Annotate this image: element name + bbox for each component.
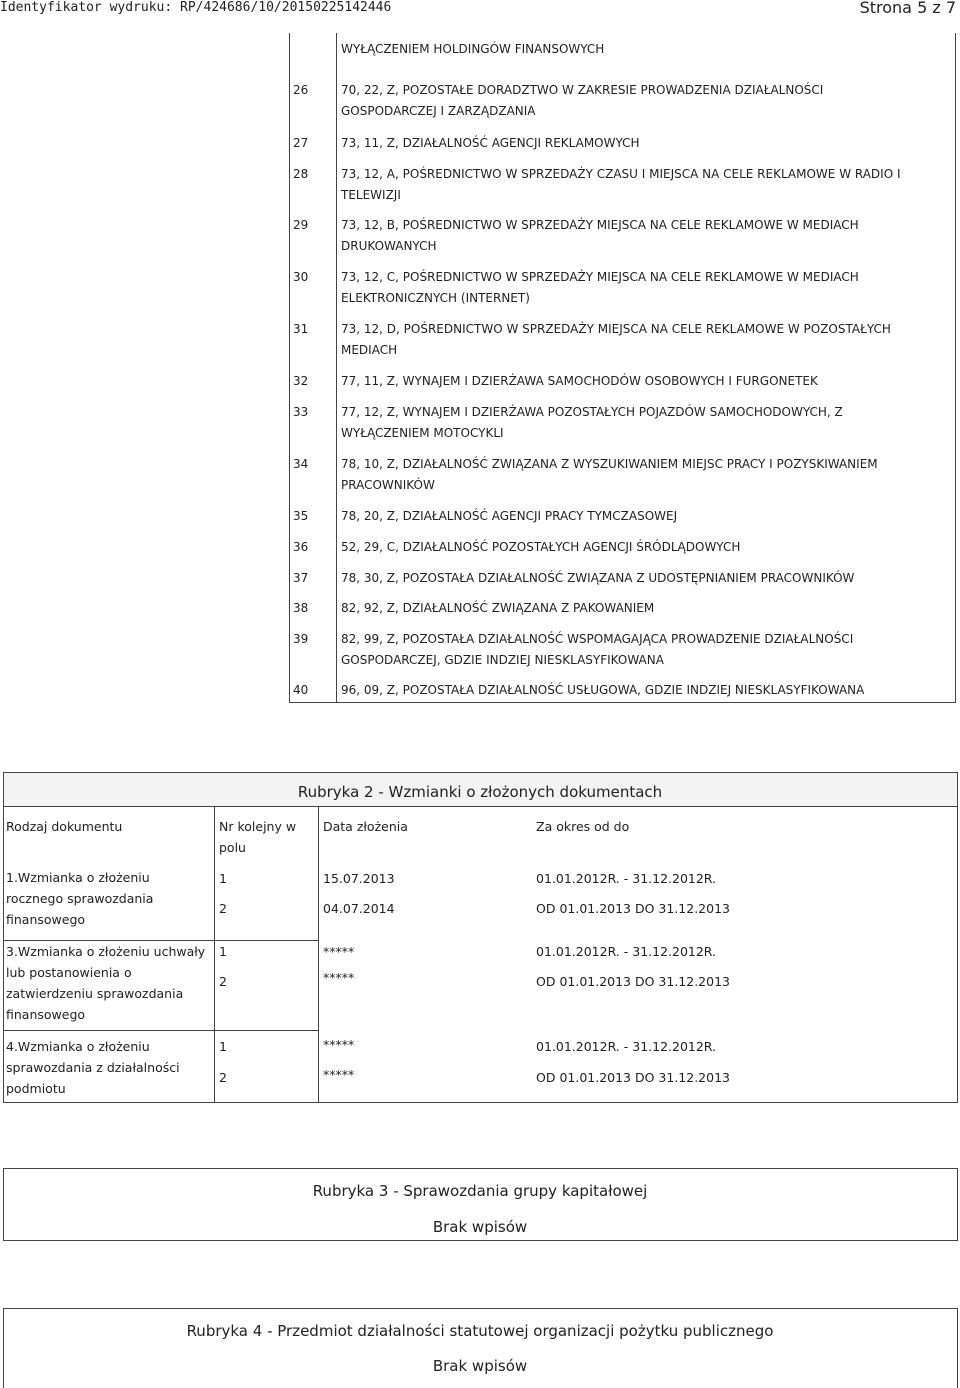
activity-text: [341, 537, 947, 558]
seq-number: 1: [219, 871, 227, 886]
row-number: 36: [293, 540, 309, 554]
document-type-line: lub postanowienia o: [6, 965, 132, 980]
document-type-line: podmiotu: [6, 1081, 66, 1096]
activity-text: [341, 680, 947, 701]
divider: [3, 806, 958, 807]
rubryka-4-value: Brak wpisów: [432, 1357, 528, 1375]
activity-text: [341, 133, 947, 154]
row-number: 33: [293, 405, 309, 419]
activity-line: GOSPODARCZEJ I ZARZĄDZANIA: [341, 104, 536, 118]
row-number: 39: [293, 632, 309, 646]
period: OD 01.01.2013 DO 31.12.2013: [536, 1070, 730, 1085]
document-type-line: rocznego sprawozdania: [6, 891, 154, 906]
activity-text: [341, 164, 947, 206]
activities-table: [289, 33, 956, 703]
col-header-period: Za okres od do: [536, 819, 630, 834]
activity-text: [341, 629, 947, 671]
column-divider: [336, 33, 337, 703]
row-number: 26: [293, 83, 309, 97]
divider: [214, 806, 215, 1103]
filing-date: *****: [323, 944, 355, 959]
row-number: 28: [293, 167, 309, 181]
activity-text: [341, 215, 947, 257]
document-type-line: 1.Wzmianka o złożeniu: [6, 870, 150, 885]
activity-line: 78, 30, Z, POZOSTAŁA DZIAŁALNOŚĆ ZWIĄZANA Z UDOSTĘPNIANIEM PRACOWNIKÓW: [341, 571, 855, 585]
page-number: Strona 5 z 7: [859, 0, 956, 17]
period: 01.01.2012R. - 31.12.2012R.: [536, 871, 717, 886]
activity-line: 70, 22, Z, POZOSTAŁE DORADZTWO W ZAKRESIE PROWADZENIA DZIAŁALNOŚCI: [341, 83, 824, 97]
document-type: [6, 941, 205, 1025]
row-number: 31: [293, 322, 309, 336]
filing-date: *****: [323, 970, 355, 985]
col-header-seq-line: polu: [219, 840, 246, 855]
activity-line: TELEWIZJI: [341, 188, 401, 202]
activity-text: [341, 402, 947, 444]
activity-line: GOSPODARCZEJ, GDZIE INDZIEJ NIESKLASYFIKOWANA: [341, 653, 664, 667]
filing-date: 15.07.2013: [323, 871, 395, 886]
row-number: 37: [293, 571, 309, 585]
col-header-date: Data złożenia: [323, 819, 408, 834]
row-number: 27: [293, 136, 309, 150]
activity-text: [341, 506, 947, 527]
row-number: 35: [293, 509, 309, 523]
activity-line: WYŁĄCZENIEM MOTOCYKLI: [341, 426, 504, 440]
filing-date: *****: [323, 1067, 355, 1082]
activity-line: DRUKOWANYCH: [341, 239, 437, 253]
rubryka-4-box: [3, 1308, 958, 1388]
document-type-line: finansowego: [6, 912, 86, 927]
rubryka-2-title: Rubryka 2 - Wzmianki o złożonych dokumentach: [297, 783, 663, 801]
col-header-seq-line: Nr kolejny w: [219, 819, 297, 834]
rubryka-3-title: Rubryka 3 - Sprawozdania grupy kapitałowej: [312, 1182, 648, 1200]
activity-text: [341, 454, 947, 496]
row-number: 29: [293, 218, 309, 232]
row-number: 34: [293, 457, 309, 471]
document-type-line: finansowego: [6, 1007, 86, 1022]
period: OD 01.01.2013 DO 31.12.2013: [536, 974, 730, 989]
activity-line: WYŁĄCZENIEM HOLDINGÓW FINANSOWYCH: [341, 42, 605, 56]
activity-text: [341, 39, 947, 60]
seq-number: 1: [219, 944, 227, 959]
col-header-seq: [219, 816, 296, 858]
activity-line: MEDIACH: [341, 343, 398, 357]
seq-number: 2: [219, 1070, 227, 1085]
divider: [318, 806, 319, 1103]
activity-line: 73, 11, Z, DZIAŁALNOŚĆ AGENCJI REKLAMOWYCH: [341, 136, 640, 150]
period: 01.01.2012R. - 31.12.2012R.: [536, 944, 717, 959]
activity-text: [341, 80, 947, 122]
row-number: 38: [293, 601, 309, 615]
rubryka-4-title: Rubryka 4 - Przedmiot działalności statutowej organizacji pożytku publicznego: [186, 1322, 774, 1340]
print-identifier: Identyfikator wydruku: RP/424686/10/20150225142446: [0, 0, 392, 15]
document-type: [6, 867, 153, 930]
filing-date: 04.07.2014: [323, 901, 395, 916]
activity-text: [341, 568, 947, 589]
activity-line: 73, 12, B, POŚREDNICTWO W SPRZEDAŻY MIEJSCA NA CELE REKLAMOWE W MEDIACH: [341, 218, 859, 232]
activity-line: 73, 12, A, POŚREDNICTWO W SPRZEDAŻY CZASU I MIEJSCA NA CELE REKLAMOWE W RADIO I: [341, 167, 901, 181]
divider: [3, 1030, 319, 1031]
document-type-line: sprawozdania z działalności: [6, 1060, 180, 1075]
seq-number: 2: [219, 901, 227, 916]
col-header-type: Rodzaj dokumentu: [6, 819, 123, 834]
activity-text: [341, 319, 947, 361]
activity-line: 82, 99, Z, POZOSTAŁA DZIAŁALNOŚĆ WSPOMAGAJĄCA PROWADZENIE DZIAŁALNOŚCI: [341, 632, 854, 646]
period: OD 01.01.2013 DO 31.12.2013: [536, 901, 730, 916]
activity-line: 73, 12, D, POŚREDNICTWO W SPRZEDAŻY MIEJSCA NA CELE REKLAMOWE W POZOSTAŁYCH: [341, 322, 891, 336]
activity-line: 73, 12, C, POŚREDNICTWO W SPRZEDAŻY MIEJSCA NA CELE REKLAMOWE W MEDIACH: [341, 270, 859, 284]
seq-number: 1: [219, 1039, 227, 1054]
document-type: [6, 1036, 180, 1099]
activity-line: PRACOWNIKÓW: [341, 478, 435, 492]
row-number: 32: [293, 374, 309, 388]
period: 01.01.2012R. - 31.12.2012R.: [536, 1039, 717, 1054]
activity-line: 52, 29, C, DZIAŁALNOŚĆ POZOSTAŁYCH AGENCJI ŚRÓDLĄDOWYCH: [341, 540, 741, 554]
activity-text: [341, 598, 947, 619]
document-type-line: 3.Wzmianka o złożeniu uchwały: [6, 944, 206, 959]
activity-line: 78, 10, Z, DZIAŁALNOŚĆ ZWIĄZANA Z WYSZUKIWANIEM MIEJSC PRACY I POZYSKIWANIEM: [341, 457, 878, 471]
activity-line: 78, 20, Z, DZIAŁALNOŚĆ AGENCJI PRACY TYMCZASOWEJ: [341, 509, 678, 523]
activity-line: ELEKTRONICZNYCH (INTERNET): [341, 291, 530, 305]
row-number: 30: [293, 270, 309, 284]
activity-text: [341, 371, 947, 392]
activity-line: 77, 11, Z, WYNAJEM I DZIERŻAWA SAMOCHODÓW OSOBOWYCH I FURGONETEK: [341, 374, 818, 388]
activity-line: 77, 12, Z, WYNAJEM I DZIERŻAWA POZOSTAŁYCH POJAZDÓW SAMOCHODOWYCH, Z: [341, 405, 843, 419]
seq-number: 2: [219, 974, 227, 989]
activity-line: 82, 92, Z, DZIAŁALNOŚĆ ZWIĄZANA Z PAKOWANIEM: [341, 601, 655, 615]
document-type-line: 4.Wzmianka o złożeniu: [6, 1039, 150, 1054]
rubryka-3-value: Brak wpisów: [432, 1218, 528, 1236]
activity-text: [341, 267, 947, 309]
filing-date: *****: [323, 1037, 355, 1052]
row-number: 40: [293, 683, 309, 697]
activity-line: 96, 09, Z, POZOSTAŁA DZIAŁALNOŚĆ USŁUGOWA, GDZIE INDZIEJ NIESKLASYFIKOWANA: [341, 683, 865, 697]
document-type-line: zatwierdzeniu sprawozdania: [6, 986, 184, 1001]
